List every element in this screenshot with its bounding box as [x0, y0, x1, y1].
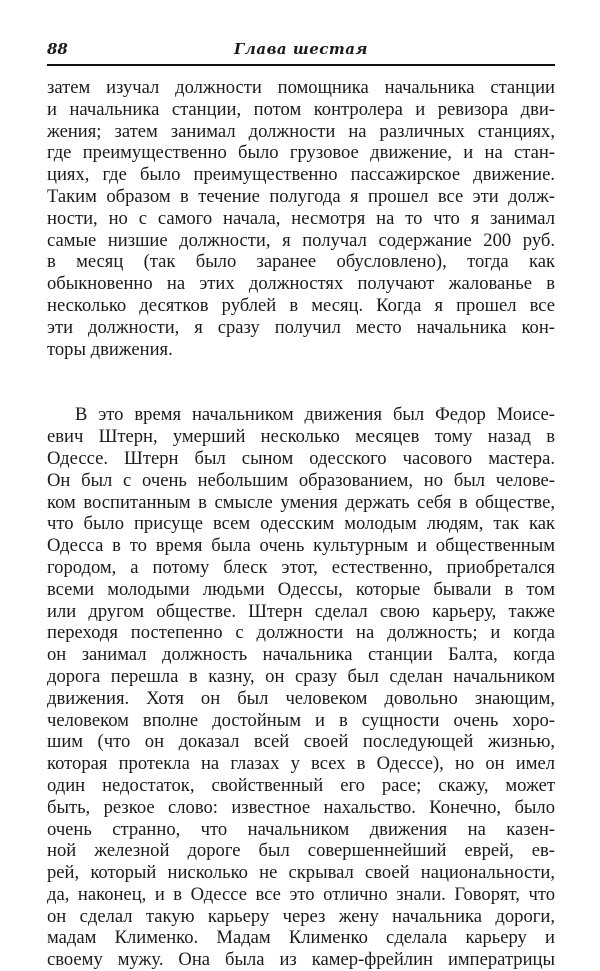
paragraph-1	[47, 77, 555, 360]
text-line: циях, где было преимущественно пассажирское движение.	[47, 164, 555, 186]
text-line: он занимал должность начальника станции Балта, когда	[47, 644, 555, 666]
text-line: мадам Клименко. Мадам Клименко сделала карьеру и	[47, 927, 555, 949]
text-line: своему мужу. Она была из камер-фрейлин императрицы	[47, 949, 555, 971]
text-line: да, наконец, и в Одессе все это отлично знали. Говорят, что	[47, 883, 555, 905]
text-line: движения. Хотя он был человеком довольно знающим,	[47, 687, 555, 709]
text-line: торы движения.	[47, 338, 173, 360]
text-line: он сделал такую карьеру через жену начальника дороги,	[47, 905, 555, 927]
text-line: дорога перешла в казну, он сразу был сделан начальником	[47, 665, 555, 687]
text-line: один недостаток, свойственный его расе; скажу, может	[47, 774, 555, 796]
text-line: жения; затем занимал должности на различных станциях,	[47, 120, 555, 142]
text-line: евич Штерн, умерший несколько месяцев тому назад в	[47, 426, 555, 448]
page-number: 88	[47, 40, 68, 58]
text-line: Таким образом в течение полугода я прошел все эти долж-	[47, 185, 555, 207]
book-page	[47, 38, 555, 971]
text-line: что было присуще всем одесским молодым людям, так как	[47, 513, 555, 535]
text-line: несколько десятков рублей в месяц. Когда я прошел все	[47, 294, 555, 316]
text-line: Одесса в то время была очень культурным и общественным	[47, 535, 555, 557]
text-line: ной железной дороге был совершеннейший еврей, ев-	[47, 840, 555, 862]
running-title: Глава шестая	[234, 40, 368, 58]
text-line: ком воспитанным в смысле умения держать себя в обществе,	[47, 491, 555, 513]
page-header	[47, 38, 555, 62]
text-line: городом, а потому блеск этот, естественно, приобретался	[47, 556, 555, 578]
text-line: самые низшие должности, я получал содержание 200 руб.	[47, 229, 555, 251]
text-line: и начальника станции, потом контролера и ревизора дви-	[47, 98, 555, 120]
text-line: всеми молодыми людьми Одессы, которые бывали в том	[47, 578, 555, 600]
text-line: рей, который нисколько не скрывал своей национальности,	[47, 862, 555, 884]
text-line: человеком вполне достойным и в сущности очень хоро-	[47, 709, 555, 731]
text-line: в месяц (так было заранее обусловлено), тогда как	[47, 251, 555, 273]
text-line: эти должности, я сразу получил место начальника кон-	[47, 316, 555, 338]
text-line: которая протекла на глазах у всех в Одессе), но он имел	[47, 753, 555, 775]
text-line: В это время начальником движения был Федор Моисе-	[75, 404, 555, 426]
paragraph-2	[47, 404, 555, 971]
header-rule	[47, 64, 555, 66]
text-line: Он был с очень небольшим образованием, но был челове-	[47, 469, 555, 491]
text-line: переходя постепенно с должности на должность; и когда	[47, 622, 555, 644]
text-line: ности, но с самого начала, несмотря на то что я занимал	[47, 207, 555, 229]
text-line: быть, резкое слово: известное нахальство. Конечно, было	[47, 796, 555, 818]
text-line: шим (что он доказал всей своей последующей жизнью,	[47, 731, 555, 753]
text-line: где преимущественно было грузовое движение, и на стан-	[47, 142, 555, 164]
text-line: или другом обществе. Штерн сделал свою карьеру, также	[47, 600, 555, 622]
text-line: затем изучал должности помощника начальника станции	[47, 77, 555, 98]
text-line: Одессе. Штерн был сыном одесского часового мастера.	[47, 447, 555, 469]
text-line: очень странно, что начальником движения на казен-	[47, 818, 555, 840]
text-line: обыкновенно на этих должностях получают жалованье в	[47, 273, 555, 295]
